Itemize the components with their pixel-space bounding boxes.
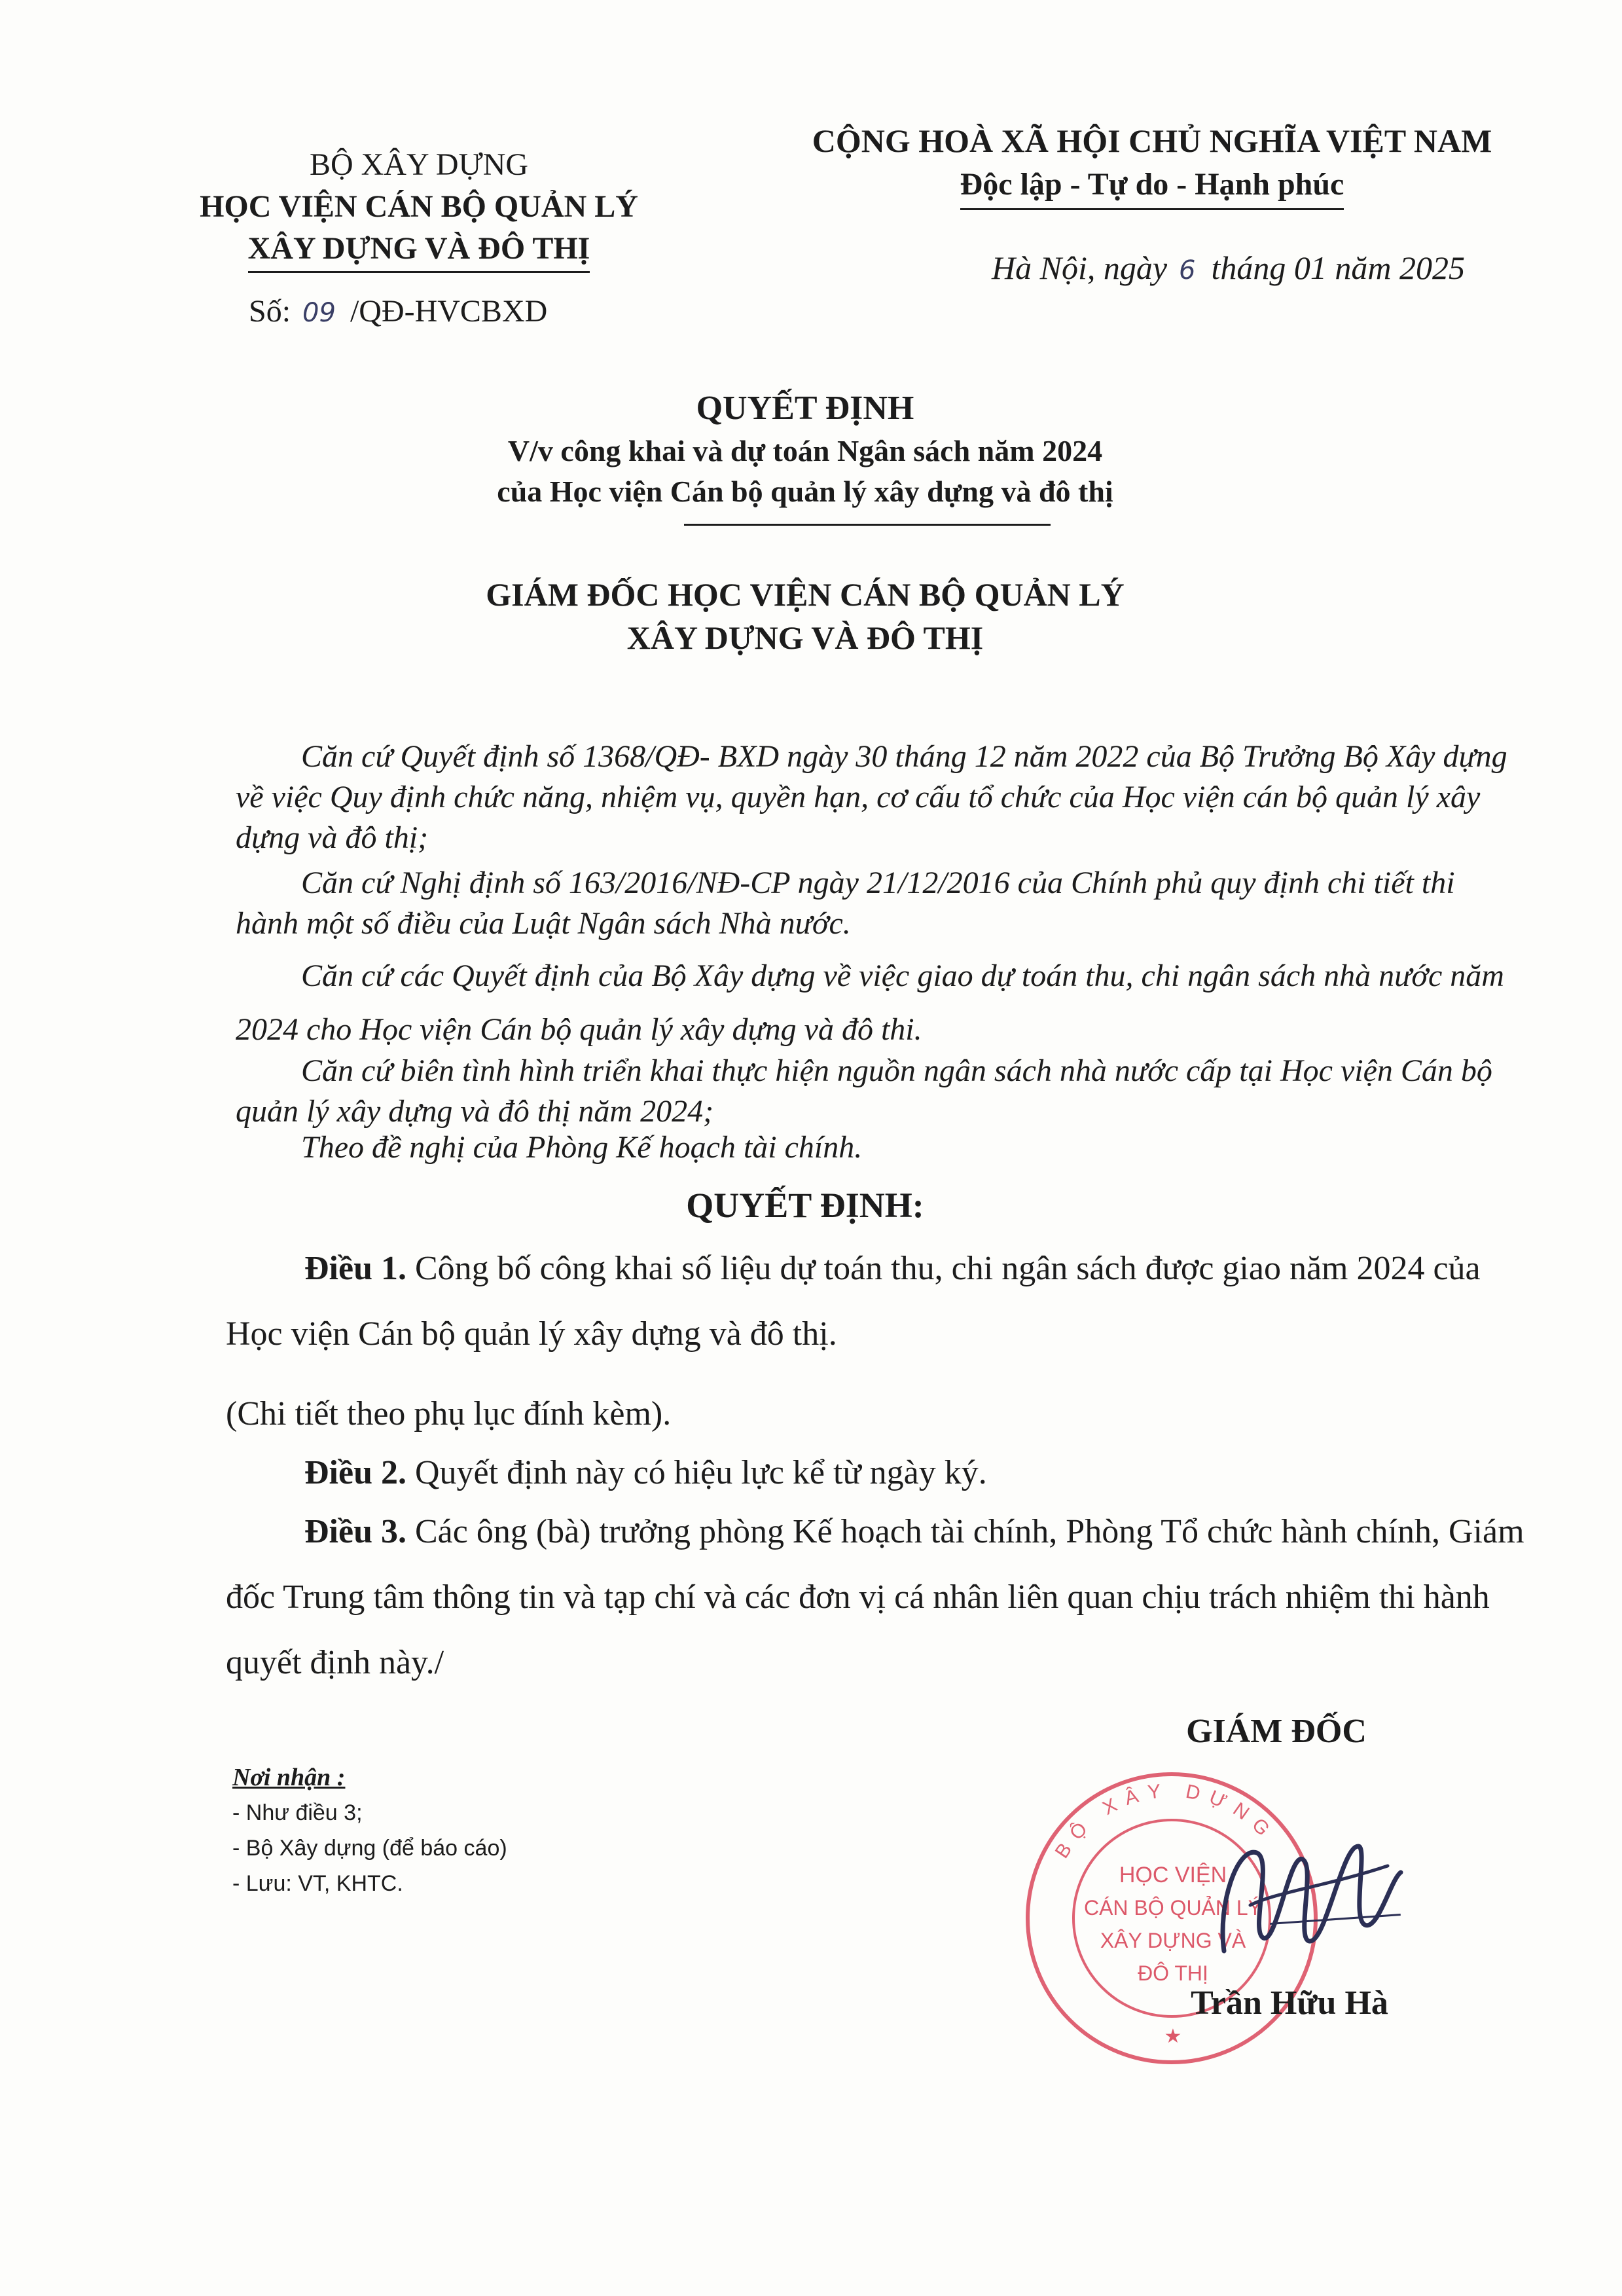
date-prefix: Hà Nội, ngày	[992, 249, 1168, 286]
document-number	[249, 293, 547, 329]
document-title	[196, 386, 1414, 512]
signer-name: Trần Hữu Hà	[1191, 1984, 1388, 2022]
date-suffix: tháng 01 năm 2025	[1211, 249, 1465, 286]
seal-star-icon: ★	[1164, 2025, 1182, 2048]
article-2	[226, 1440, 1535, 1506]
national-header-block	[772, 118, 1532, 210]
recipient-item: - Lưu: VT, KHTC.	[232, 1871, 403, 1896]
issuer-block	[196, 573, 1414, 659]
article-1-note: (Chi tiết theo phụ lục đính kèm).	[226, 1395, 672, 1432]
title-subject-line1: V/v công khai và dự toán Ngân sách năm 2024	[507, 434, 1103, 467]
article-1-label: Điều 1.	[304, 1250, 406, 1287]
seal-ring-text: BỘ XÂY DỰNG	[1051, 1779, 1280, 1863]
seal-text-line4: ĐÔ THỊ	[1138, 1961, 1208, 1985]
title-heading: QUYẾT ĐỊNH	[696, 390, 914, 427]
recipients-block	[232, 1760, 691, 1901]
legal-basis-2: Căn cứ Nghị định số 163/2016/NĐ-CP ngày 21/12/2016 của Chính phủ quy định chi tiết thi hành một số điều của Luật Ngân sách Nhà nước.	[236, 866, 1455, 941]
decision-heading: QUYẾT ĐỊNH:	[686, 1186, 924, 1225]
article-1-text: Công bố công khai số liệu dự toán thu, chi ngân sách được giao năm 2024 của Học viện Cán bộ quản lý xây dựng và đô thị.	[226, 1250, 1481, 1353]
article-3-text: Các ông (bà) trưởng phòng Kế hoạch tài chính, Phòng Tổ chức hành chính, Giám đốc Trung tâm thông tin và tạp chí và các đơn vị cá nhân liên quan chịu trách nhiệm thi hành quyết định này./	[226, 1513, 1524, 1681]
institution-name-line2: XÂY DỰNG VÀ ĐÔ THỊ	[248, 228, 590, 273]
handwritten-signature	[1211, 1827, 1407, 1977]
nation-name: CỘNG HOÀ XÃ HỘI CHỦ NGHĨA VIỆT NAM	[812, 122, 1492, 159]
legal-basis-5: Theo đề nghị của Phòng Kế hoạch tài chính.	[301, 1130, 863, 1165]
seal-text-line2: CÁN BỘ QUẢN LÝ	[1083, 1896, 1263, 1920]
issuing-authority-block	[151, 144, 687, 273]
article-3-label: Điều 3.	[304, 1513, 406, 1550]
legal-basis-4: Căn cứ biên tình hình triển khai thực hiện nguồn ngân sách nhà nước cấp tại Học viện Cán bộ quản lý xây dựng và đô thị năm 2024;	[236, 1053, 1492, 1129]
title-subject-line2: của Học viện Cán bộ quản lý xây dựng và đô thị	[497, 475, 1113, 508]
issuer-line2: XÂY DỰNG VÀ ĐÔ THỊ	[626, 619, 984, 656]
article-2-text: Quyết định này có hiệu lực kể từ ngày ký.	[415, 1454, 987, 1491]
article-2-label: Điều 2.	[304, 1454, 406, 1491]
doc-no-suffix: /QĐ-HVCBXD	[350, 294, 548, 329]
article-3	[226, 1499, 1535, 1696]
seal-text-line3: XÂY DỰNG VÀ	[1100, 1929, 1246, 1952]
doc-no-value: 09	[302, 298, 336, 328]
legal-basis-1: Căn cứ Quyết định số 1368/QĐ- BXD ngày 30 tháng 12 năm 2022 của Bộ Trưởng Bộ Xây dựng về việc Quy định chức năng, nhiệm vụ, quyền hạn, cơ cấu tổ chức của Học viện cán bộ quản lý xây dựng và đô thị;	[236, 739, 1507, 855]
institution-name-line1: HỌC VIỆN CÁN BỘ QUẢN LÝ	[200, 189, 638, 224]
title-underline	[684, 524, 1051, 526]
ministry-name: BỘ XÂY DỰNG	[309, 147, 529, 182]
signer-title: GIÁM ĐỐC	[1186, 1713, 1367, 1750]
issue-date	[992, 249, 1465, 287]
recipient-item: - Như điều 3;	[232, 1800, 363, 1825]
legal-basis-3: Căn cứ các Quyết định của Bộ Xây dựng về việc giao dự toán thu, chi ngân sách nhà nước năm 2024 cho Học viện Cán bộ quản lý xây dựng và đô thi.	[236, 958, 1504, 1047]
issuer-line1: GIÁM ĐỐC HỌC VIỆN CÁN BỘ QUẢN LÝ	[486, 576, 1125, 613]
recipients-heading: Nơi nhận :	[232, 1764, 346, 1791]
doc-no-label: Số:	[249, 294, 291, 329]
article-1	[226, 1236, 1535, 1367]
date-day: 6	[1179, 255, 1196, 285]
seal-text-line1: HỌC VIỆN	[1119, 1863, 1227, 1887]
recipient-item: - Bộ Xây dựng (để báo cáo)	[232, 1836, 507, 1861]
national-motto: Độc lập - Tự do - Hạnh phúc	[960, 164, 1344, 210]
